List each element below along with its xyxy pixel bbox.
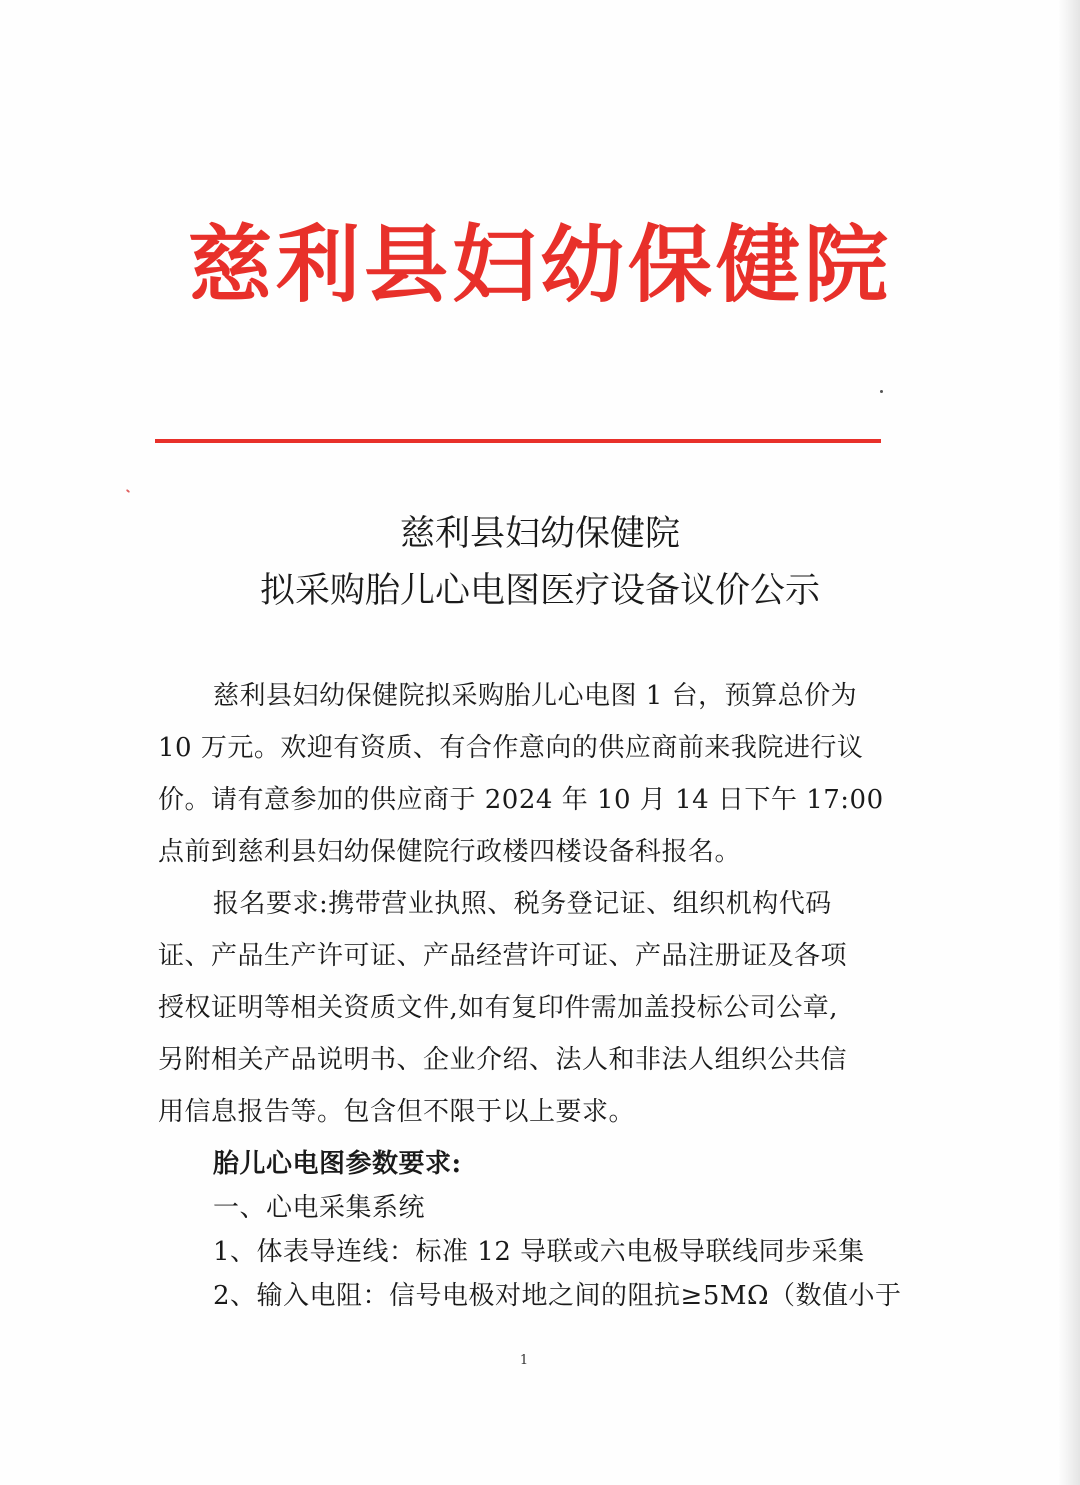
page-edge-shadow [1058,0,1080,1485]
page-number: 1 [519,1353,529,1368]
scan-speck [880,390,883,393]
body-paragraph-line: 点前到慈利县妇幼保健院行政楼四楼设备科报名。 [158,837,742,867]
document-title-line-2: 拟采购胎儿心电图医疗设备议价公示 [259,571,820,611]
body-paragraph-line: 证、产品生产许可证、产品经营许可证、产品注册证及各项 [158,941,848,971]
letterhead-title: 慈利县妇幼保健院 [187,215,892,314]
body-paragraph-line: 10 万元。欢迎有资质、有合作意向的供应商前来我院进行议 [158,733,864,763]
scan-speck [126,489,130,493]
body-paragraph-line: 授权证明等相关资质文件,如有复印件需加盖投标公司公章, [158,993,839,1023]
subsection-heading: 一、心电采集系统 [213,1193,426,1223]
section-heading: 胎儿心电图参数要求: [213,1149,462,1179]
body-paragraph-line: 慈利县妇幼保健院拟采购胎儿心电图 1 台，预算总价为 [213,681,858,711]
body-paragraph-line: 价。请有意参加的供应商于 2024 年 10 月 14 日下午 17:00 [158,785,884,815]
body-paragraph-line: 用信息报告等。包含但不限于以上要求。 [158,1097,636,1127]
body-paragraph-line: 报名要求:携带营业执照、税务登记证、组织机构代码 [213,889,832,919]
body-paragraph-line: 另附相关产品说明书、企业介绍、法人和非法人组织公共信 [158,1045,848,1075]
document-title-line-1: 慈利县妇幼保健院 [399,514,680,554]
spec-item: 2、输入电阻：信号电极对地之间的阻抗≥5MΩ（数值小于 [213,1281,902,1311]
spec-item: 1、体表导连线：标准 12 导联或六电极导联线同步采集 [213,1237,865,1267]
letterhead-red-rule [155,439,881,443]
